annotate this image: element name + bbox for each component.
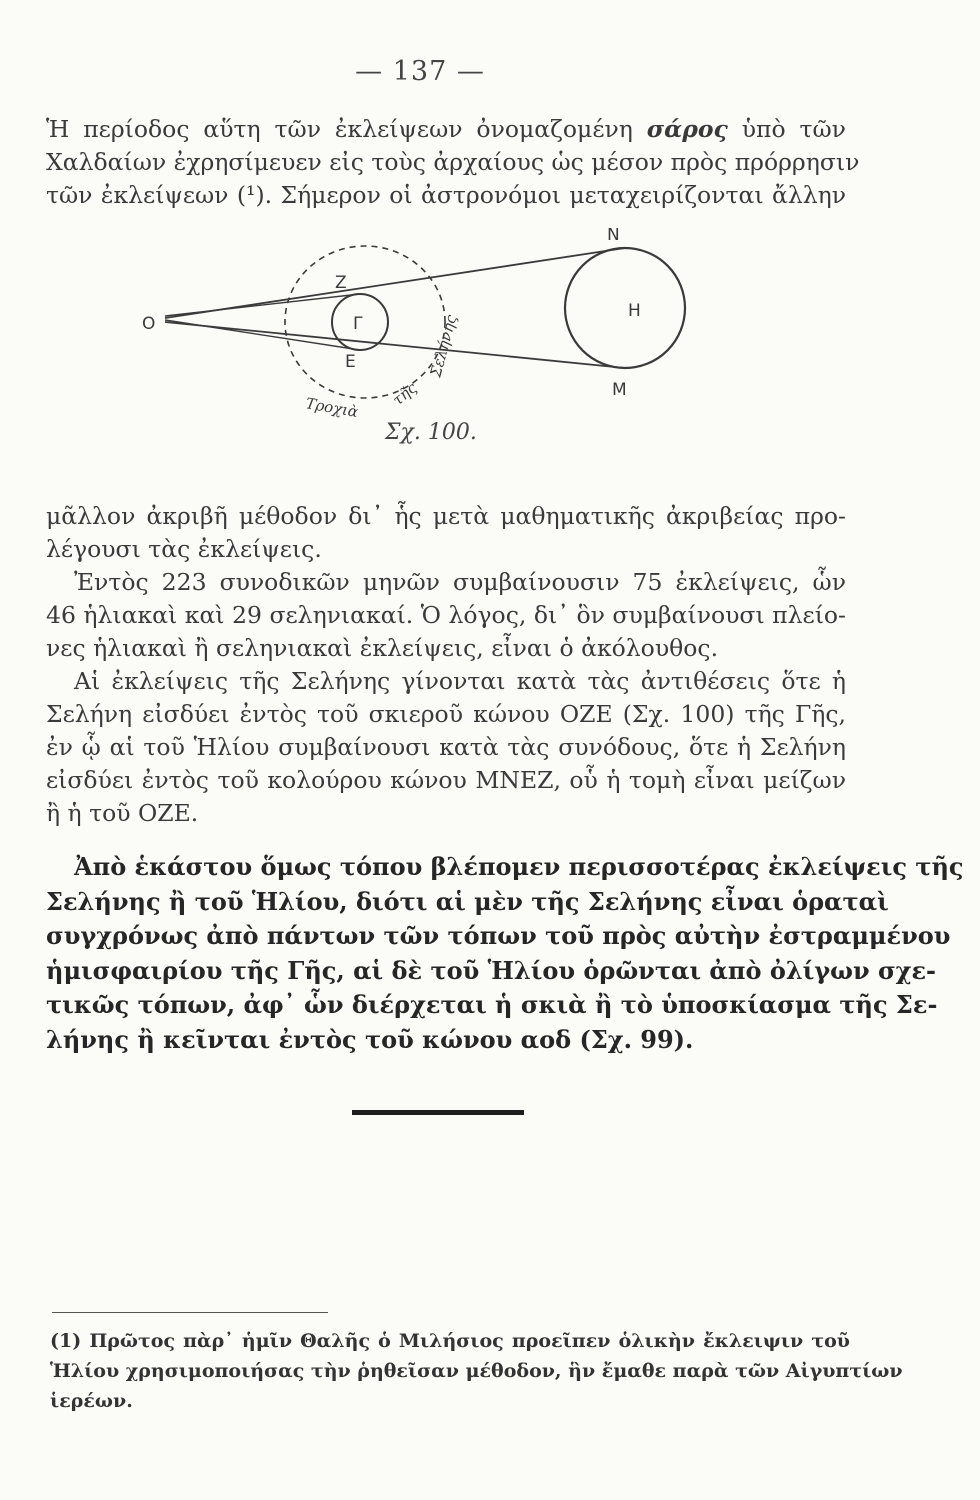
sun-circle	[565, 248, 685, 368]
label-gamma: Γ	[353, 314, 363, 334]
text-line: εἰσδύει ἐντὸς τοῦ κολούρου κώνου ΜΝΕΖ, οὗ ἡ τομὴ εἶναι μείζων	[46, 766, 846, 794]
footnote	[50, 1326, 903, 1416]
text-line: Χαλδαίων ἐχρησίμευεν εἰς τοὺς ἀρχαίους ὡς μέσον πρὸς πρόρρησιν	[46, 148, 860, 176]
text-line: Ἐντὸς 223 συνοδικῶν μηνῶν συμβαίνουσιν 75 ἐκλείψεις, ὧν	[74, 568, 846, 596]
paragraph-saros	[46, 113, 860, 212]
page-number: — 137 —	[355, 56, 485, 87]
label-m: M	[612, 380, 627, 400]
cone-line-lower	[165, 322, 625, 368]
paragraph-visibility	[46, 850, 964, 1057]
text-line: Ἡ περίοδος αὕτη τῶν ἐκλείψεων ὀνομαζομένη σάρος ὑπὸ τῶν	[46, 115, 846, 143]
figure-caption: Σχ. 100.	[385, 420, 477, 445]
moon-orbit	[285, 246, 445, 398]
label-orbit-mid: τῆς	[389, 378, 421, 410]
text-line: Σελήνη εἰσδύει ἐντὸς τοῦ σκιεροῦ κώνου ΟΖΕ (Σχ. 100) τῆς Γῆς,	[46, 700, 846, 728]
label-e: Ε	[345, 352, 356, 372]
cone-line-upper	[165, 248, 625, 318]
footnote-line: ἱερέων.	[50, 1390, 133, 1412]
footnote-divider	[52, 1312, 328, 1313]
paragraph-eclipse-count	[46, 500, 846, 830]
text-line: ἐν ᾧ αἱ τοῦ Ἡλίου συμβαίνουσι κατὰ τὰς συνόδους, ὅτε ἡ Σελήνη	[46, 733, 846, 761]
text-line: ἡμισφαιρίου τῆς Γῆς, αἱ δὲ τοῦ Ἡλίου ὁρῶνται ἀπὸ ὀλίγων σχε-	[46, 955, 937, 985]
footnote-line: Ἡλίου χρησιμοποιήσας τὴν ῥηθεῖσαν μέθοδον, ἣν ἔμαθε παρὰ τῶν Αἰγυπτίων	[50, 1360, 903, 1382]
text-line: μᾶλλον ἀκριβῆ μέθοδον δι᾽ ἧς μετὰ μαθηματικῆς ἀκριβείας προ-	[46, 502, 846, 530]
text-line: τῶν ἐκλείψεων (¹). Σήμερον οἱ ἀστρονόμοι μεταχειρίζονται ἄλλην	[46, 181, 846, 209]
label-z: Z	[335, 273, 347, 293]
label-orbit-right: Σελήνης	[426, 312, 461, 380]
footnote-line: (1) Πρῶτος πὰρ᾽ ἡμῖν Θαλῆς ὁ Μιλήσιος προεῖπεν ὁλικὴν ἔκλειψιν τοῦ	[50, 1330, 850, 1352]
shadow-line-lower	[165, 320, 360, 350]
emphasis-saros: σάρος	[646, 115, 728, 143]
text-line: συγχρόνως ἀπὸ πάντων τῶν τόπων τοῦ πρὸς αὐτὴν ἐστραμμένου	[46, 921, 951, 950]
text-line: Σελήνης ἢ τοῦ Ἡλίου, διότι αἱ μὲν τῆς Σελήνης εἶναι ὁραταὶ	[46, 886, 889, 916]
label-n: N	[607, 228, 620, 245]
text-line: λήνης ἢ κεῖνται ἐντὸς τοῦ κώνου αοδ (Σχ. 99).	[46, 1024, 694, 1054]
text-line: νες ἡλιακαὶ ἢ σεληνιακαὶ ἐκλείψεις, εἶναι ὁ ἀκόλουθος.	[46, 634, 719, 662]
text-line: λέγουσι τὰς ἐκλείψεις.	[46, 535, 322, 563]
label-orbit-left: Τροχιὰ	[304, 394, 360, 422]
label-o: O	[142, 314, 156, 334]
text-line: ἢ ἡ τοῦ ΟΖΕ.	[46, 799, 199, 827]
text-line: τικῶς τόπων, ἀφ᾽ ὧν διέρχεται ἡ σκιὰ ἢ τὸ ὑποσκίασμα τῆς Σε-	[46, 990, 938, 1019]
shadow-line-upper	[165, 294, 360, 316]
section-divider	[352, 1110, 524, 1115]
text-line: Αἱ ἐκλείψεις τῆς Σελήνης γίνονται κατὰ τὰς ἀντιθέσεις ὅτε ἡ	[74, 667, 846, 695]
text-line: Ἀπὸ ἑκάστου ὅμως τόπου βλέπομεν περισσοτέρας ἐκλείψεις τῆς	[74, 852, 964, 881]
text-line: 46 ἡλιακαὶ καὶ 29 σεληνιακαί. Ὁ λόγος, δι᾽ ὃν συμβαίνουσι πλείο-	[46, 601, 846, 629]
label-h: H	[628, 301, 641, 321]
